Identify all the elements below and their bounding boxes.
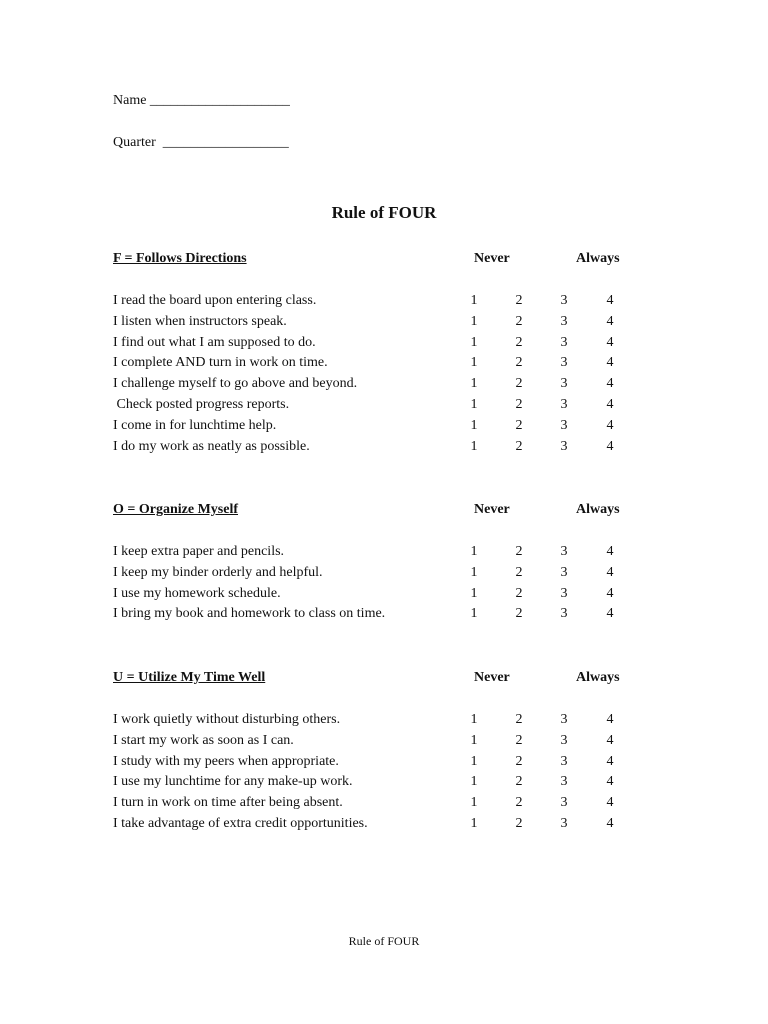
rating-1: 1 <box>470 795 478 811</box>
rating-2: 2 <box>515 774 523 790</box>
rating-4: 4 <box>606 417 614 433</box>
rating-1: 1 <box>470 753 478 769</box>
section-heading: F = Follows Directions <box>113 251 247 266</box>
statement-text: I come in for lunchtime help. <box>113 417 277 433</box>
rating-1: 1 <box>470 417 478 433</box>
rating-2: 2 <box>515 397 523 412</box>
section-heading: U = Utilize My Time Well <box>113 670 266 685</box>
rating-1: 1 <box>470 293 478 308</box>
statement-text: I study with my peers when appropriate. <box>113 753 339 769</box>
statement-text: I use my homework schedule. <box>113 585 281 601</box>
statement-text: I start my work as soon as I can. <box>113 732 294 748</box>
statement-text: I work quietly without disturbing others. <box>113 712 341 727</box>
rating-3: 3 <box>560 795 568 811</box>
rating-2: 2 <box>515 417 523 433</box>
rating-3: 3 <box>560 397 568 412</box>
statement-text: Check posted progress reports. <box>113 397 290 412</box>
rating-4: 4 <box>606 438 614 454</box>
rating-4: 4 <box>606 313 614 329</box>
scale-never-label: Never <box>474 251 510 266</box>
statement-text: I take advantage of extra credit opportunities. <box>113 816 368 831</box>
page-title: Rule of FOUR <box>331 203 437 222</box>
scale-always-label: Always <box>576 670 620 685</box>
rating-1: 1 <box>470 438 478 454</box>
statement-text: I use my lunchtime for any make-up work. <box>113 774 353 790</box>
rating-2: 2 <box>515 816 523 831</box>
rating-3: 3 <box>560 376 568 392</box>
rating-1: 1 <box>470 376 478 392</box>
rating-3: 3 <box>560 564 568 580</box>
rating-3: 3 <box>560 355 568 371</box>
rating-4: 4 <box>606 753 614 769</box>
rating-4: 4 <box>606 774 614 790</box>
rating-2: 2 <box>515 355 523 371</box>
rating-3: 3 <box>560 816 568 831</box>
statement-text: I complete AND turn in work on time. <box>113 355 328 371</box>
rating-1: 1 <box>470 544 478 559</box>
rating-2: 2 <box>515 712 523 727</box>
rating-1: 1 <box>470 313 478 329</box>
rating-1: 1 <box>470 774 478 790</box>
rating-4: 4 <box>606 606 614 622</box>
rating-2: 2 <box>515 334 523 350</box>
rating-2: 2 <box>515 293 523 308</box>
statement-text: I challenge myself to go above and beyond. <box>113 376 358 392</box>
rating-3: 3 <box>560 732 568 748</box>
rating-3: 3 <box>560 712 568 727</box>
rating-3: 3 <box>560 606 568 622</box>
rating-2: 2 <box>515 606 523 622</box>
statement-text: I read the board upon entering class. <box>113 293 317 308</box>
rating-1: 1 <box>470 732 478 748</box>
rating-4: 4 <box>606 564 614 580</box>
rating-1: 1 <box>470 334 478 350</box>
statement-text: I keep extra paper and pencils. <box>113 544 285 559</box>
scale-always-label: Always <box>576 502 620 517</box>
statement-text: I bring my book and homework to class on time. <box>113 606 386 622</box>
statement-text: I listen when instructors speak. <box>113 313 287 329</box>
rating-3: 3 <box>560 753 568 769</box>
rating-2: 2 <box>515 313 523 329</box>
rating-4: 4 <box>606 732 614 748</box>
rating-1: 1 <box>470 606 478 622</box>
rating-1: 1 <box>470 585 478 601</box>
page-footer: Rule of FOUR <box>348 934 420 948</box>
rating-4: 4 <box>606 355 614 371</box>
statement-text: I turn in work on time after being absent. <box>113 795 343 811</box>
rating-2: 2 <box>515 564 523 580</box>
rating-4: 4 <box>606 585 614 601</box>
scale-never-label: Never <box>474 670 510 685</box>
rating-3: 3 <box>560 417 568 433</box>
rating-4: 4 <box>606 397 614 412</box>
rating-3: 3 <box>560 334 568 350</box>
rating-4: 4 <box>606 544 614 559</box>
rating-3: 3 <box>560 313 568 329</box>
rating-2: 2 <box>515 438 523 454</box>
statement-text: I find out what I am supposed to do. <box>113 334 316 350</box>
quarter-line: Quarter __________________ <box>113 135 289 150</box>
rating-2: 2 <box>515 376 523 392</box>
rating-2: 2 <box>515 795 523 811</box>
rating-4: 4 <box>606 334 614 350</box>
name-line: Name ____________________ <box>113 93 290 108</box>
rating-2: 2 <box>515 732 523 748</box>
section-heading: O = Organize Myself <box>113 502 239 517</box>
rating-4: 4 <box>606 795 614 811</box>
rating-3: 3 <box>560 585 568 601</box>
rating-2: 2 <box>515 753 523 769</box>
rating-1: 1 <box>470 355 478 371</box>
rating-4: 4 <box>606 712 614 727</box>
statement-text: I do my work as neatly as possible. <box>113 438 310 454</box>
rating-1: 1 <box>470 816 478 831</box>
rating-4: 4 <box>606 293 614 308</box>
rating-2: 2 <box>515 544 523 559</box>
rating-3: 3 <box>560 774 568 790</box>
statement-text: I keep my binder orderly and helpful. <box>113 564 323 580</box>
rating-1: 1 <box>470 564 478 580</box>
rating-2: 2 <box>515 585 523 601</box>
rating-1: 1 <box>470 712 478 727</box>
scale-never-label: Never <box>474 502 510 517</box>
rating-3: 3 <box>560 293 568 308</box>
scale-always-label: Always <box>576 251 620 266</box>
rating-3: 3 <box>560 438 568 454</box>
rating-4: 4 <box>606 816 614 831</box>
rating-4: 4 <box>606 376 614 392</box>
rating-1: 1 <box>470 397 478 412</box>
rating-3: 3 <box>560 544 568 559</box>
